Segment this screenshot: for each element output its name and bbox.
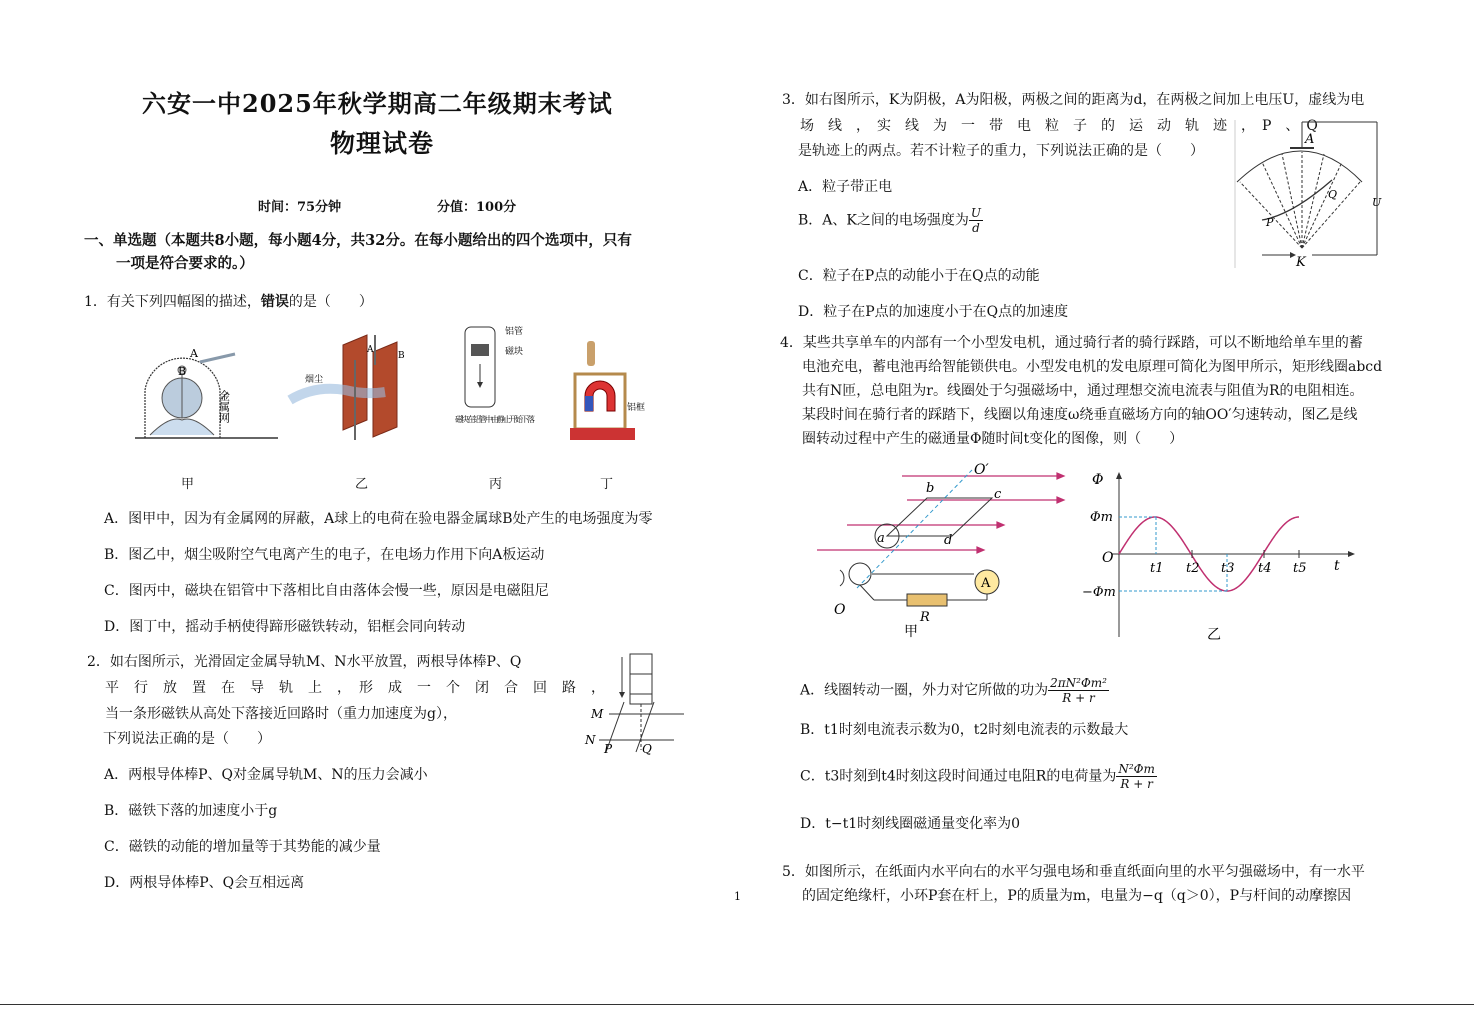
- q4-figure-yi-chart: [1082, 462, 1372, 647]
- label-magnet: 磁块: [505, 347, 524, 357]
- label-p: P: [604, 742, 613, 756]
- label-q: Q: [1328, 188, 1338, 201]
- q2-option-a: A．两根导体棒P、Q对金属导轨M、N的压力会减小: [104, 767, 428, 783]
- label-fall: 磁块在铝管中由静止开始下落: [455, 415, 535, 424]
- label-anode: A: [1305, 132, 1315, 147]
- q3-option-d: D．粒子在P点的加速度小于在Q点的加速度: [798, 304, 1069, 320]
- q4-line-4: 某段时间在骑行者的踩踏下，线圈以角速度ω绕垂直磁场方向的轴OO′匀速转动，图乙是线: [802, 407, 1358, 423]
- page-number: 1: [734, 890, 741, 903]
- label-c: c: [994, 487, 1002, 502]
- caption-jia-q4: 甲: [904, 624, 918, 640]
- label-tube: 铝管: [505, 327, 524, 337]
- label-ammeter: A: [981, 576, 991, 591]
- x-axis-label: t: [1334, 558, 1340, 574]
- q4-figure-jia: [812, 458, 1074, 643]
- exam-time: 时间：75分钟: [258, 200, 342, 215]
- q2-figure: [584, 652, 689, 757]
- y-axis-label: Φ: [1092, 472, 1104, 488]
- tick-t3: t3: [1221, 561, 1235, 576]
- q2-line-1: 2．如右图所示，光滑固定金属导轨M、N水平放置，两根导体棒P、Q: [87, 654, 522, 670]
- q1-figure-yi: [285, 330, 415, 445]
- label-mesh: 金属网: [217, 390, 231, 423]
- q1-option-c: C．图丙中，磁块在铝管中下落相比自由落体会慢一些，原因是电磁阻尼: [104, 583, 549, 599]
- label-plate-b: B: [398, 351, 405, 361]
- caption-yi-q4: 乙: [1207, 627, 1221, 643]
- q3-line-2: 场 线 ， 实 线 为 一 带 电 粒 子 的 运 动 轨 迹 ， P 、 Q: [800, 118, 1318, 134]
- label-cathode: K: [1296, 255, 1306, 268]
- q3-figure: [1232, 120, 1392, 268]
- q3-option-a: A．粒子带正电: [798, 179, 893, 195]
- q3-line-1: 3．如右图所示，K为阴极，A为阳极，两极之间的距离为d，在两极之间加上电压U，虚线为电: [782, 92, 1365, 108]
- label-o: O: [834, 602, 846, 618]
- q4-line-2: 电池充电，蓄电池再给智能锁供电。小型发电机的发电原理可简化为图甲所示，矩形线圈abcd: [802, 359, 1383, 375]
- tick-t2: t2: [1186, 561, 1200, 576]
- exam-score: 分值：100分: [437, 200, 517, 215]
- q2-option-c: C．磁铁的动能的增加量等于其势能的减少量: [104, 839, 381, 855]
- tick-t4: t4: [1258, 561, 1272, 576]
- tick-phim: Φm: [1090, 510, 1113, 525]
- q2-line-4: 下列说法正确的是（ ）: [103, 731, 271, 747]
- q4-option-d: D．t−t1时刻线圈磁通量变化率为0: [800, 816, 1021, 832]
- label-b: b: [926, 481, 935, 496]
- label-smoke: 烟尘: [305, 375, 324, 385]
- label-a: a: [877, 531, 885, 546]
- q1-option-b: B．图乙中，烟尘吸附空气电离产生的电子，在电场力作用下向A板运动: [104, 547, 545, 563]
- label-o-prime: O′: [974, 462, 989, 478]
- q5-line-2: 的固定绝缘杆，小环P套在杆上，P的质量为m，电量为−q（q＞0），P与杆间的动摩擦因: [802, 888, 1352, 904]
- q2-line-2: 平 行 放 置 在 导 轨 上 ， 形 成 一 个 闭 合 回 路 ，: [105, 680, 606, 696]
- label-a: A: [190, 347, 198, 360]
- q1-figure-ding: [565, 336, 645, 446]
- label-plate-a: A: [367, 345, 374, 355]
- q2-line-3: 当一条形磁铁从高处下落接近回路时（重力加速度为g），: [105, 706, 457, 722]
- q4-line-3: 共有N匝，总电阻为r。线圈处于匀强磁场中，通过理想交流电流表与阻值为R的电阻相连。: [802, 383, 1364, 399]
- label-d: d: [944, 533, 953, 548]
- label-r: R: [920, 610, 930, 625]
- q5-line-1: 5．如图所示，在纸面内水平向右的水平匀强电场和垂直纸面向里的水平匀强磁场中，有一水平: [782, 864, 1365, 880]
- q1-figure-bing: [450, 322, 540, 447]
- q4-option-c: C．t3时刻到t4时刻这段时间通过电阻R的电荷量为 $\frac{\text{N²Φm}}{R + r}$: [800, 762, 1155, 791]
- label-m: M: [591, 707, 604, 721]
- exam-subtitle: 物理试卷: [330, 129, 435, 158]
- label-b: B: [178, 365, 187, 378]
- q4-option-b: B．t1时刻电流表示数为0，t2时刻电流表的示数最大: [800, 722, 1129, 738]
- tick-t5: t5: [1293, 561, 1307, 576]
- caption-ding: 丁: [600, 477, 614, 492]
- section-heading-2: 一项是符合要求的。）: [116, 255, 254, 272]
- q1-option-d: D．图丁中，摇动手柄使得蹄形磁铁转动，铝框会同向转动: [104, 619, 466, 635]
- exam-title: 六安一中2025年秋学期高二年级期末考试: [142, 89, 613, 118]
- tick-t1: t1: [1150, 561, 1164, 576]
- origin-label: O: [1102, 550, 1114, 566]
- caption-jia: 甲: [181, 477, 195, 492]
- page-bottom-border: [0, 1004, 1474, 1005]
- caption-yi: 乙: [355, 477, 369, 492]
- label-frame: 铝框: [627, 403, 645, 413]
- q2-option-b: B．磁铁下落的加速度小于g: [104, 803, 278, 819]
- q1-stem: 1．有关下列四幅图的描述，错误的是（ ）: [84, 294, 373, 310]
- q1-option-a: A．图甲中，因为有金属网的屏蔽，A球上的电荷在验电器金属球B处产生的电场强度为零: [104, 511, 653, 527]
- q2-option-d: D．两根导体棒P、Q会互相远离: [104, 875, 305, 891]
- q4-option-a: A．线圈转动一圈，外力对它所做的功为 $\frac{\text{2πN²Φm²}}{R + r}$: [800, 676, 1107, 705]
- q4-line-5: 圈转动过程中产生的磁通量Φ随时间t变化的图像，则（ ）: [802, 431, 1184, 447]
- q3-option-b: B．A、K之间的电场强度为 $\frac{U}{d}$: [798, 206, 981, 235]
- q1-figure-jia: [130, 330, 280, 445]
- section-heading: 一、单选题（本题共8小题，每小题4分，共32分。在每小题给出的四个选项中，只有: [84, 232, 632, 249]
- label-u: U: [1372, 196, 1382, 209]
- label-n: N: [585, 733, 596, 747]
- label-p: P: [1266, 216, 1274, 229]
- q4-line-1: 4．某些共享单车的内部有一个小型发电机，通过骑行者的骑行踩踏，可以不断地给单车里的蓄: [780, 335, 1363, 351]
- caption-bing: 丙: [489, 477, 503, 492]
- tick-neg-phim: −Φm: [1082, 585, 1116, 600]
- label-q: Q: [642, 742, 652, 756]
- q3-line-3: 是轨迹上的两点。若不计粒子的重力，下列说法正确的是（ ）: [798, 143, 1204, 159]
- q3-option-c: C．粒子在P点的动能小于在Q点的动能: [798, 268, 1040, 284]
